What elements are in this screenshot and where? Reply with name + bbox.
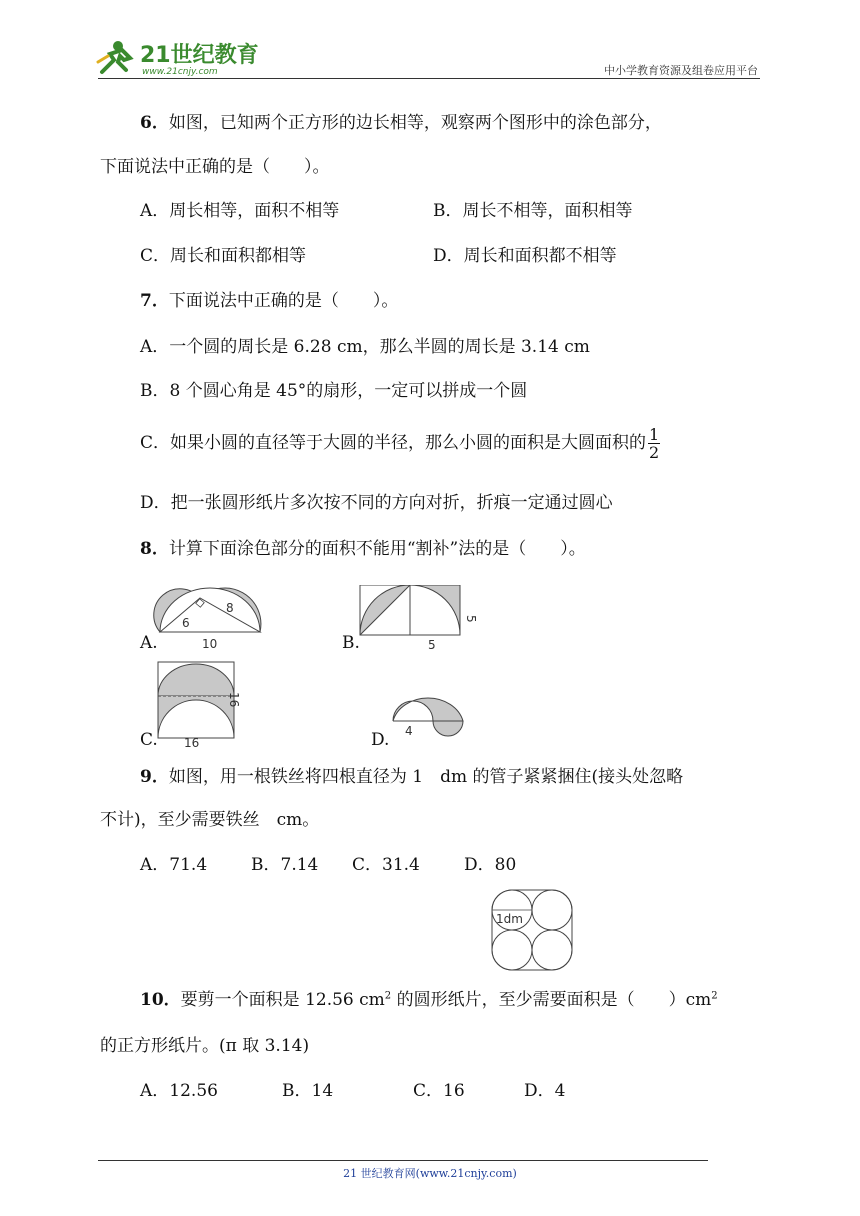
figure-a-label: A. (140, 633, 158, 653)
option-b: B．14 (282, 1081, 334, 1101)
question-number: 10． (140, 990, 181, 1010)
figure-pipes (488, 888, 578, 974)
dim-label: 8 (226, 601, 234, 615)
option-c: C．周长和面积都相等 (140, 246, 307, 266)
dim-label: 5 (464, 615, 478, 623)
question-stem-cont: 下面说法中正确的是（ ）。 (100, 157, 330, 177)
option-b: B．8 个圆心角是 45°的扇形，一定可以拼成一个圆 (140, 381, 528, 401)
option-c: C．31.4 (352, 855, 420, 875)
question-number: 8． (140, 539, 169, 559)
fraction: $\frac{1}{2}$ (649, 425, 660, 462)
question-stem: 如图，已知两个正方形的边长相等，观察两个图形中的涂色部分， (168, 113, 662, 133)
dim-label: 5 (428, 638, 436, 652)
option-c: C．16 (413, 1081, 465, 1101)
question-stem-cont: 的正方形纸片。(π 取 3.14) (100, 1036, 310, 1056)
dim-label: 16 (227, 692, 241, 708)
footer-divider (98, 1160, 708, 1161)
question-stem: 计算下面涂色部分的面积不能用“割补”法的是（ ）。 (168, 539, 586, 559)
platform-name: 中小学教育资源及组卷应用平台 (604, 64, 758, 77)
option-a: A．71.4 (140, 855, 208, 875)
figure-c-label: C. (140, 730, 158, 750)
question-number: 9． (140, 767, 169, 787)
dim-label: 6 (182, 616, 190, 630)
option-d: D．4 (524, 1081, 566, 1101)
figure-b-label: B. (342, 633, 360, 653)
header-divider (98, 78, 760, 79)
logo-url: www.21cnjy.com (142, 67, 218, 77)
dim-label: 4 (405, 724, 413, 738)
figure-a (150, 580, 270, 652)
option-b: B．周长不相等，面积相等 (433, 201, 633, 221)
figure-d-label: D. (371, 730, 390, 750)
footer-text: 21 世纪教育网(www.21cnjy.com) (343, 1167, 517, 1180)
question-stem: 下面说法中正确的是（ ）。 (168, 291, 399, 311)
option-a: A．12.56 (140, 1081, 218, 1101)
option-d: D．把一张圆形纸片多次按不同的方向对折，折痕一定通过圆心 (140, 493, 613, 513)
option-a: A．一个圆的周长是 6.28 cm，那么半圆的周长是 3.14 cm (140, 337, 590, 357)
option-d: D．80 (464, 855, 517, 875)
question-stem-cont: 不计)，至少需要铁丝 cm。 (100, 810, 320, 830)
runner-icon (98, 41, 130, 72)
figure-c (152, 660, 252, 750)
figure-b (355, 585, 485, 653)
logo-text: 21世纪教育 (140, 43, 259, 68)
question-number: 6． (140, 113, 169, 133)
option-a: A．周长相等，面积不相等 (140, 201, 340, 221)
dim-label: 1dm (496, 912, 523, 926)
question-number: 7． (140, 291, 169, 311)
option-b: B．7.14 (251, 855, 319, 875)
question-stem: 如图，用一根铁丝将四根直径为 1 dm 的管子紧紧捆住(接头处忽略 (168, 767, 684, 787)
logo (96, 36, 266, 78)
option-d: D．周长和面积都不相等 (433, 246, 617, 266)
dim-label: 10 (202, 637, 218, 651)
dim-label: 16 (184, 736, 200, 750)
figure-d (385, 685, 475, 745)
option-c: C．如果小圆的直径等于大圆的半径，那么小圆的面积是大圆面积的 $\frac{1}{2}$ (140, 425, 660, 462)
